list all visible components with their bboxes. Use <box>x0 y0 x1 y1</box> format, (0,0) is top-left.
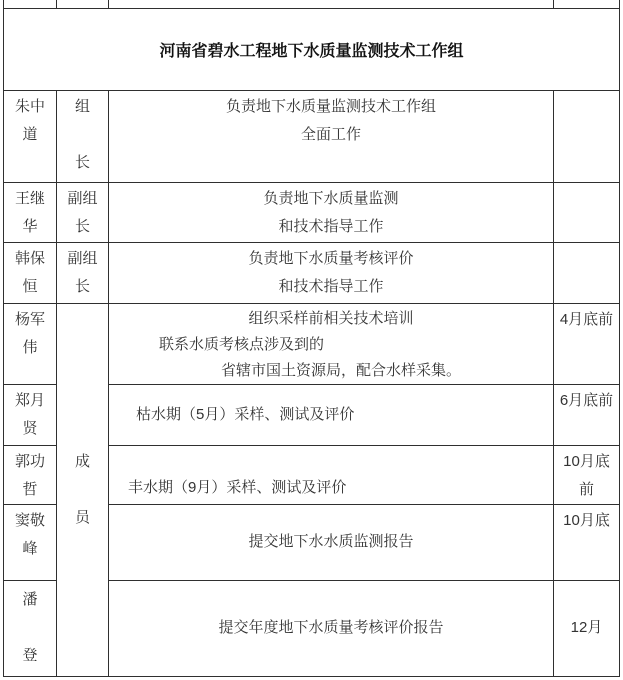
duty-cell <box>109 445 554 504</box>
table-row <box>4 242 620 303</box>
duty-line: 负责地下水质量考核评价 <box>248 249 414 267</box>
name-line: 朱中 <box>14 97 45 115</box>
duty-line: 负责地下水质量监测技术工作组 <box>225 97 436 115</box>
duty-cell <box>109 182 554 242</box>
duty-cell <box>109 580 554 676</box>
deadline-cell <box>554 242 620 303</box>
name-line: 道 <box>22 125 38 143</box>
name-line: 郭功 <box>14 452 45 470</box>
duty-line: 省辖市国土资源局，配合水样采集。 <box>221 361 462 379</box>
duty-line: 负责地下水质量监测 <box>263 189 399 207</box>
role-line <box>57 121 108 149</box>
name-line: 哲 <box>22 480 38 498</box>
duty-line: 和技术指导工作 <box>278 217 384 235</box>
table-row <box>4 303 620 384</box>
clipped-cell <box>109 0 554 8</box>
deadline-cell <box>554 303 620 384</box>
role-cell <box>57 182 109 242</box>
title-row <box>4 8 620 90</box>
duty-line: 提交年度地下水质量考核评价报告 <box>218 619 444 636</box>
name-line: 伟 <box>22 338 38 356</box>
deadline-cell <box>554 445 620 504</box>
name-cell <box>4 303 57 384</box>
deadline-cell <box>554 182 620 242</box>
role-line <box>57 476 108 504</box>
duty-cell <box>109 303 554 384</box>
deadline-line: 前 <box>578 480 594 498</box>
name-line: 华 <box>22 217 38 235</box>
clipped-top-row <box>4 0 620 8</box>
workgroup-table <box>3 0 620 677</box>
name-cell <box>4 182 57 242</box>
clipped-cell <box>554 0 620 8</box>
name-line: 窦敬 <box>14 511 45 529</box>
duty-line: 和技术指导工作 <box>278 277 384 295</box>
duty-line: 枯水期（5月）采样、测试及评价 <box>136 405 355 423</box>
name-line: 恒 <box>22 277 38 295</box>
name-line: 韩保 <box>14 249 45 267</box>
name-line: 郑月 <box>14 391 45 409</box>
duty-line: 组织采样前相关技术培训 <box>248 309 414 327</box>
name-cell <box>4 504 57 580</box>
name-cell <box>4 242 57 303</box>
name-cell <box>4 445 57 504</box>
role-line: 副组 <box>67 249 98 267</box>
duty-line: 丰水期（9月）采样、测试及评价 <box>128 478 347 496</box>
name-cell <box>4 384 57 445</box>
name-line: 贤 <box>22 419 38 437</box>
deadline-cell <box>554 90 620 182</box>
role-line: 长 <box>74 153 90 171</box>
duty-cell <box>109 384 554 445</box>
role-cell <box>57 242 109 303</box>
deadline-line: 10月底 <box>563 511 610 529</box>
name-line: 杨军 <box>14 310 45 328</box>
role-cell <box>57 90 109 182</box>
deadline-cell <box>554 504 620 580</box>
name-line: 潘 <box>22 591 38 608</box>
role-line: 长 <box>74 277 90 295</box>
deadline-line: 12月 <box>570 619 603 636</box>
deadline-line: 6月底前 <box>559 391 614 409</box>
duty-line: 提交地下水水质监测报告 <box>248 533 414 550</box>
role-line: 员 <box>74 508 90 526</box>
table-title: 河南省碧水工程地下水质量监测技术工作组 <box>4 8 620 90</box>
table-row <box>4 182 620 242</box>
table-row <box>4 90 620 182</box>
clipped-cell <box>57 0 109 8</box>
deadline-line: 10月底 <box>563 452 610 470</box>
duty-cell <box>109 242 554 303</box>
duty-line: 联系水质考核点涉及到的 <box>159 335 325 353</box>
role-line: 成 <box>74 452 90 470</box>
clipped-cell <box>4 0 57 8</box>
name-cell <box>4 90 57 182</box>
duty-cell <box>109 90 554 182</box>
deadline-cell <box>554 384 620 445</box>
role-line: 组 <box>74 97 90 115</box>
name-line: 峰 <box>22 539 38 557</box>
deadline-cell <box>554 580 620 676</box>
name-line: 登 <box>22 647 38 664</box>
role-line: 长 <box>74 217 90 235</box>
name-cell <box>4 580 57 676</box>
role-line: 副组 <box>67 189 98 207</box>
name-line <box>4 614 56 642</box>
deadline-line: 4月底前 <box>559 310 614 328</box>
member-role-cell <box>57 303 109 676</box>
name-line: 王继 <box>14 189 45 207</box>
duty-line: 全面工作 <box>300 125 361 143</box>
duty-cell <box>109 504 554 580</box>
